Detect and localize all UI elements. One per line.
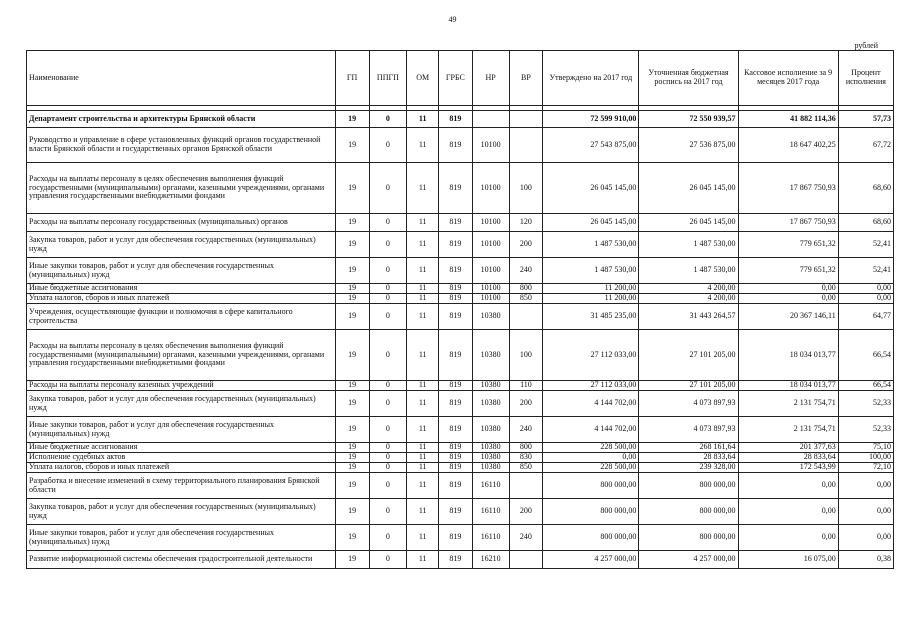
row-ppgp: 0 bbox=[369, 163, 407, 214]
row-revised: 800 000,00 bbox=[639, 499, 738, 525]
row-gp: 19 bbox=[335, 232, 369, 258]
row-ppgp: 0 bbox=[369, 391, 407, 417]
row-revised: 800 000,00 bbox=[639, 473, 738, 499]
row-np: 10100 bbox=[472, 214, 509, 232]
row-revised: 27 101 205,00 bbox=[639, 330, 738, 381]
table-row bbox=[27, 128, 894, 163]
row-revised: 239 328,00 bbox=[639, 463, 738, 473]
row-np: 10380 bbox=[472, 304, 509, 330]
row-name: Учреждения, осуществляющие функции и полномочия в сфере капитального строительства bbox=[27, 304, 336, 330]
row-ppgp: 0 bbox=[369, 214, 407, 232]
header-vr: ВР bbox=[509, 51, 543, 106]
row-revised: 27 536 875,00 bbox=[639, 128, 738, 163]
table-row bbox=[27, 499, 894, 525]
row-percent: 75,10 bbox=[838, 443, 893, 453]
row-cash: 18 034 013,77 bbox=[738, 381, 838, 391]
row-cash: 16 075,00 bbox=[738, 551, 838, 569]
row-approved: 800 000,00 bbox=[543, 525, 639, 551]
row-percent: 68,60 bbox=[838, 214, 893, 232]
table-row bbox=[27, 381, 894, 391]
row-gp: 19 bbox=[335, 284, 369, 294]
header-ppgp: ППГП bbox=[369, 51, 407, 106]
row-ppgp: 0 bbox=[369, 499, 407, 525]
row-gp: 19 bbox=[335, 453, 369, 463]
row-name: Закупка товаров, работ и услуг для обеспечения государственных (муниципальных) нужд bbox=[27, 232, 336, 258]
row-vr bbox=[509, 551, 543, 569]
header-percent: Процент исполнения bbox=[838, 51, 893, 106]
row-np: 10380 bbox=[472, 391, 509, 417]
row-ppgp: 0 bbox=[369, 330, 407, 381]
table-row bbox=[27, 214, 894, 232]
row-ppgp: 0 bbox=[369, 304, 407, 330]
row-grbs: 819 bbox=[439, 304, 473, 330]
row-grbs: 819 bbox=[439, 473, 473, 499]
row-vr: 240 bbox=[509, 258, 543, 284]
row-gp: 19 bbox=[335, 128, 369, 163]
row-grbs: 819 bbox=[439, 128, 473, 163]
row-om: 11 bbox=[407, 330, 439, 381]
row-gp: 19 bbox=[335, 294, 369, 304]
row-cash: 779 651,32 bbox=[738, 232, 838, 258]
table-row bbox=[27, 551, 894, 569]
row-ppgp: 0 bbox=[369, 443, 407, 453]
row-om: 11 bbox=[407, 391, 439, 417]
row-np: 16110 bbox=[472, 473, 509, 499]
row-vr: 240 bbox=[509, 417, 543, 443]
row-percent: 66,54 bbox=[838, 381, 893, 391]
row-grbs: 819 bbox=[439, 499, 473, 525]
row-approved: 27 112 033,00 bbox=[543, 381, 639, 391]
row-percent: 72,10 bbox=[838, 463, 893, 473]
row-percent: 0,00 bbox=[838, 294, 893, 304]
row-grbs: 819 bbox=[439, 391, 473, 417]
row-om: 11 bbox=[407, 232, 439, 258]
row-np: 10380 bbox=[472, 381, 509, 391]
row-grbs: 819 bbox=[439, 381, 473, 391]
row-ppgp: 0 bbox=[369, 128, 407, 163]
table-header-row bbox=[27, 51, 894, 106]
row-ppgp: 0 bbox=[369, 284, 407, 294]
row-np: 10100 bbox=[472, 258, 509, 284]
row-ppgp: 0 bbox=[369, 453, 407, 463]
row-vr: 200 bbox=[509, 499, 543, 525]
row-grbs: 819 bbox=[439, 294, 473, 304]
row-om: 11 bbox=[407, 525, 439, 551]
row-approved: 11 200,00 bbox=[543, 284, 639, 294]
row-np: 16110 bbox=[472, 525, 509, 551]
row-cash: 2 131 754,71 bbox=[738, 391, 838, 417]
row-om: 11 bbox=[407, 258, 439, 284]
row-gp: 19 bbox=[335, 443, 369, 453]
row-name: Расходы на выплаты персоналу в целях обеспечения выполнения функций государственными (муниципальными) органами, казенными учреждениями, органами управления государственными внебюджетными фондами bbox=[27, 330, 336, 381]
table-row bbox=[27, 284, 894, 294]
row-np bbox=[472, 111, 509, 128]
row-cash: 0,00 bbox=[738, 473, 838, 499]
row-grbs: 819 bbox=[439, 258, 473, 284]
row-vr bbox=[509, 128, 543, 163]
row-name: Иные закупки товаров, работ и услуг для обеспечения государственных (муниципальных) нужд bbox=[27, 258, 336, 284]
row-ppgp: 0 bbox=[369, 232, 407, 258]
row-gp: 19 bbox=[335, 525, 369, 551]
row-percent: 64,77 bbox=[838, 304, 893, 330]
row-grbs: 819 bbox=[439, 525, 473, 551]
row-percent: 0,00 bbox=[838, 284, 893, 294]
row-vr bbox=[509, 473, 543, 499]
header-grbs: ГРБС bbox=[439, 51, 473, 106]
row-vr bbox=[509, 304, 543, 330]
row-percent: 52,41 bbox=[838, 232, 893, 258]
table-row bbox=[27, 232, 894, 258]
row-grbs: 819 bbox=[439, 232, 473, 258]
row-cash: 28 833,64 bbox=[738, 453, 838, 463]
row-name: Расходы на выплаты персоналу казенных учреждений bbox=[27, 381, 336, 391]
row-np: 10100 bbox=[472, 128, 509, 163]
row-percent: 57,73 bbox=[838, 111, 893, 128]
row-revised: 4 200,00 bbox=[639, 284, 738, 294]
row-cash: 0,00 bbox=[738, 294, 838, 304]
units-label: рублей bbox=[854, 41, 878, 50]
row-grbs: 819 bbox=[439, 453, 473, 463]
row-cash: 0,00 bbox=[738, 525, 838, 551]
row-grbs: 819 bbox=[439, 163, 473, 214]
row-om: 11 bbox=[407, 499, 439, 525]
row-om: 11 bbox=[407, 294, 439, 304]
row-om: 11 bbox=[407, 163, 439, 214]
row-cash: 172 543,99 bbox=[738, 463, 838, 473]
row-gp: 19 bbox=[335, 417, 369, 443]
row-gp: 19 bbox=[335, 163, 369, 214]
row-approved: 800 000,00 bbox=[543, 473, 639, 499]
header-np: НР bbox=[472, 51, 509, 106]
row-revised: 268 161,64 bbox=[639, 443, 738, 453]
row-om: 11 bbox=[407, 214, 439, 232]
row-gp: 19 bbox=[335, 499, 369, 525]
table-row bbox=[27, 463, 894, 473]
row-approved: 31 485 235,00 bbox=[543, 304, 639, 330]
row-grbs: 819 bbox=[439, 284, 473, 294]
row-percent: 0,00 bbox=[838, 473, 893, 499]
row-percent: 66,54 bbox=[838, 330, 893, 381]
table-row bbox=[27, 111, 894, 128]
row-vr: 200 bbox=[509, 391, 543, 417]
row-cash: 0,00 bbox=[738, 284, 838, 294]
header-cash: Кассовое исполнение за 9 месяцев 2017 года bbox=[738, 51, 838, 106]
row-np: 16210 bbox=[472, 551, 509, 569]
row-approved: 27 112 033,00 bbox=[543, 330, 639, 381]
row-cash: 18 647 402,25 bbox=[738, 128, 838, 163]
row-approved: 4 144 702,00 bbox=[543, 391, 639, 417]
row-approved: 228 500,00 bbox=[543, 443, 639, 453]
row-name: Руководство и управление в сфере установленных функций органов государственной власти Брянской области и государственных органов Брянской области bbox=[27, 128, 336, 163]
row-approved: 72 599 910,00 bbox=[543, 111, 639, 128]
row-approved: 26 045 145,00 bbox=[543, 163, 639, 214]
row-om: 11 bbox=[407, 443, 439, 453]
row-vr: 800 bbox=[509, 443, 543, 453]
row-om: 11 bbox=[407, 284, 439, 294]
row-gp: 19 bbox=[335, 391, 369, 417]
row-vr: 850 bbox=[509, 463, 543, 473]
row-approved: 4 144 702,00 bbox=[543, 417, 639, 443]
row-np: 10380 bbox=[472, 453, 509, 463]
row-revised: 26 045 145,00 bbox=[639, 214, 738, 232]
table-row bbox=[27, 163, 894, 214]
row-ppgp: 0 bbox=[369, 525, 407, 551]
header-approved: Утверждено на 2017 год bbox=[543, 51, 639, 106]
row-grbs: 819 bbox=[439, 443, 473, 453]
row-vr: 240 bbox=[509, 525, 543, 551]
row-name: Закупка товаров, работ и услуг для обеспечения государственных (муниципальных) нужд bbox=[27, 499, 336, 525]
row-vr: 800 bbox=[509, 284, 543, 294]
row-ppgp: 0 bbox=[369, 551, 407, 569]
row-om: 11 bbox=[407, 111, 439, 128]
row-grbs: 819 bbox=[439, 111, 473, 128]
row-cash: 17 867 750,93 bbox=[738, 214, 838, 232]
row-ppgp: 0 bbox=[369, 258, 407, 284]
row-approved: 1 487 530,00 bbox=[543, 258, 639, 284]
row-om: 11 bbox=[407, 128, 439, 163]
row-name: Иные закупки товаров, работ и услуг для обеспечения государственных (муниципальных) нужд bbox=[27, 417, 336, 443]
row-revised: 1 487 530,00 bbox=[639, 232, 738, 258]
row-gp: 19 bbox=[335, 463, 369, 473]
table-row bbox=[27, 525, 894, 551]
header-revised: Уточненная бюджетная роспись на 2017 год bbox=[639, 51, 738, 106]
row-revised: 4 073 897,93 bbox=[639, 417, 738, 443]
row-gp: 19 bbox=[335, 551, 369, 569]
row-vr: 100 bbox=[509, 330, 543, 381]
row-np: 10380 bbox=[472, 330, 509, 381]
row-gp: 19 bbox=[335, 111, 369, 128]
row-grbs: 819 bbox=[439, 330, 473, 381]
row-np: 10100 bbox=[472, 232, 509, 258]
row-percent: 52,33 bbox=[838, 391, 893, 417]
table-row bbox=[27, 258, 894, 284]
row-om: 11 bbox=[407, 381, 439, 391]
row-ppgp: 0 bbox=[369, 417, 407, 443]
table-row bbox=[27, 453, 894, 463]
row-name: Расходы на выплаты персоналу государственных (муниципальных) органов bbox=[27, 214, 336, 232]
row-np: 10100 bbox=[472, 163, 509, 214]
row-np: 10100 bbox=[472, 284, 509, 294]
row-approved: 1 487 530,00 bbox=[543, 232, 639, 258]
row-percent: 0,38 bbox=[838, 551, 893, 569]
row-cash: 20 367 146,11 bbox=[738, 304, 838, 330]
row-percent: 100,00 bbox=[838, 453, 893, 463]
row-approved: 4 257 000,00 bbox=[543, 551, 639, 569]
row-vr: 850 bbox=[509, 294, 543, 304]
row-revised: 4 073 897,93 bbox=[639, 391, 738, 417]
table-row bbox=[27, 294, 894, 304]
row-name: Уплата налогов, сборов и иных платежей bbox=[27, 463, 336, 473]
row-approved: 228 500,00 bbox=[543, 463, 639, 473]
row-name: Исполнение судебных актов bbox=[27, 453, 336, 463]
table-row bbox=[27, 330, 894, 381]
row-np: 10380 bbox=[472, 463, 509, 473]
row-gp: 19 bbox=[335, 258, 369, 284]
row-om: 11 bbox=[407, 304, 439, 330]
row-revised: 72 550 939,57 bbox=[639, 111, 738, 128]
table-row bbox=[27, 304, 894, 330]
header-om: ОМ bbox=[407, 51, 439, 106]
row-np: 10380 bbox=[472, 417, 509, 443]
row-cash: 18 034 013,77 bbox=[738, 330, 838, 381]
row-percent: 68,60 bbox=[838, 163, 893, 214]
row-np: 16110 bbox=[472, 499, 509, 525]
row-ppgp: 0 bbox=[369, 473, 407, 499]
row-grbs: 819 bbox=[439, 463, 473, 473]
row-gp: 19 bbox=[335, 473, 369, 499]
row-percent: 52,41 bbox=[838, 258, 893, 284]
row-cash: 779 651,32 bbox=[738, 258, 838, 284]
page-number: 49 bbox=[448, 15, 457, 24]
row-vr: 120 bbox=[509, 214, 543, 232]
row-approved: 800 000,00 bbox=[543, 499, 639, 525]
row-om: 11 bbox=[407, 453, 439, 463]
row-approved: 26 045 145,00 bbox=[543, 214, 639, 232]
row-gp: 19 bbox=[335, 214, 369, 232]
row-approved: 11 200,00 bbox=[543, 294, 639, 304]
row-grbs: 819 bbox=[439, 551, 473, 569]
row-cash: 17 867 750,93 bbox=[738, 163, 838, 214]
row-np: 10380 bbox=[472, 443, 509, 453]
row-gp: 19 bbox=[335, 330, 369, 381]
row-gp: 19 bbox=[335, 381, 369, 391]
row-ppgp: 0 bbox=[369, 294, 407, 304]
row-name: Разработка и внесение изменений в схему территориального планирования Брянской области bbox=[27, 473, 336, 499]
table-row bbox=[27, 417, 894, 443]
table-row bbox=[27, 391, 894, 417]
row-name: Развитие информационной системы обеспечения градостроительной деятельности bbox=[27, 551, 336, 569]
table-row bbox=[27, 473, 894, 499]
row-cash: 201 377,63 bbox=[738, 443, 838, 453]
row-vr: 100 bbox=[509, 163, 543, 214]
row-cash: 2 131 754,71 bbox=[738, 417, 838, 443]
row-revised: 26 045 145,00 bbox=[639, 163, 738, 214]
row-vr bbox=[509, 111, 543, 128]
row-np: 10100 bbox=[472, 294, 509, 304]
row-name: Иные бюджетные ассигнования bbox=[27, 284, 336, 294]
row-om: 11 bbox=[407, 417, 439, 443]
row-grbs: 819 bbox=[439, 417, 473, 443]
row-om: 11 bbox=[407, 551, 439, 569]
row-om: 11 bbox=[407, 463, 439, 473]
row-revised: 4 257 000,00 bbox=[639, 551, 738, 569]
row-grbs: 819 bbox=[439, 214, 473, 232]
row-percent: 52,33 bbox=[838, 417, 893, 443]
row-name: Иные закупки товаров, работ и услуг для обеспечения государственных (муниципальных) нужд bbox=[27, 525, 336, 551]
row-revised: 28 833,64 bbox=[639, 453, 738, 463]
row-revised: 800 000,00 bbox=[639, 525, 738, 551]
row-vr: 200 bbox=[509, 232, 543, 258]
table-row bbox=[27, 443, 894, 453]
header-name: Наименование bbox=[27, 51, 336, 106]
row-percent: 0,00 bbox=[838, 499, 893, 525]
row-name: Расходы на выплаты персоналу в целях обеспечения выполнения функций государственными (муниципальными) органами, казенными учреждениями, органами управления государственными внебюджетными фондами bbox=[27, 163, 336, 214]
row-cash: 41 882 114,36 bbox=[738, 111, 838, 128]
row-approved: 27 543 875,00 bbox=[543, 128, 639, 163]
row-name: Закупка товаров, работ и услуг для обеспечения государственных (муниципальных) нужд bbox=[27, 391, 336, 417]
budget-table bbox=[26, 50, 894, 569]
row-revised: 31 443 264,57 bbox=[639, 304, 738, 330]
row-revised: 27 101 205,00 bbox=[639, 381, 738, 391]
row-om: 11 bbox=[407, 473, 439, 499]
row-ppgp: 0 bbox=[369, 111, 407, 128]
row-cash: 0,00 bbox=[738, 499, 838, 525]
row-vr: 830 bbox=[509, 453, 543, 463]
row-revised: 4 200,00 bbox=[639, 294, 738, 304]
row-name: Уплата налогов, сборов и иных платежей bbox=[27, 294, 336, 304]
row-percent: 0,00 bbox=[838, 525, 893, 551]
row-approved: 0,00 bbox=[543, 453, 639, 463]
row-revised: 1 487 530,00 bbox=[639, 258, 738, 284]
row-percent: 67,72 bbox=[838, 128, 893, 163]
row-ppgp: 0 bbox=[369, 381, 407, 391]
row-name: Департамент строительства и архитектуры Брянской области bbox=[27, 111, 336, 128]
header-gp: ГП bbox=[335, 51, 369, 106]
row-vr: 110 bbox=[509, 381, 543, 391]
table-body bbox=[27, 111, 894, 569]
row-ppgp: 0 bbox=[369, 463, 407, 473]
row-gp: 19 bbox=[335, 304, 369, 330]
row-name: Иные бюджетные ассигнования bbox=[27, 443, 336, 453]
